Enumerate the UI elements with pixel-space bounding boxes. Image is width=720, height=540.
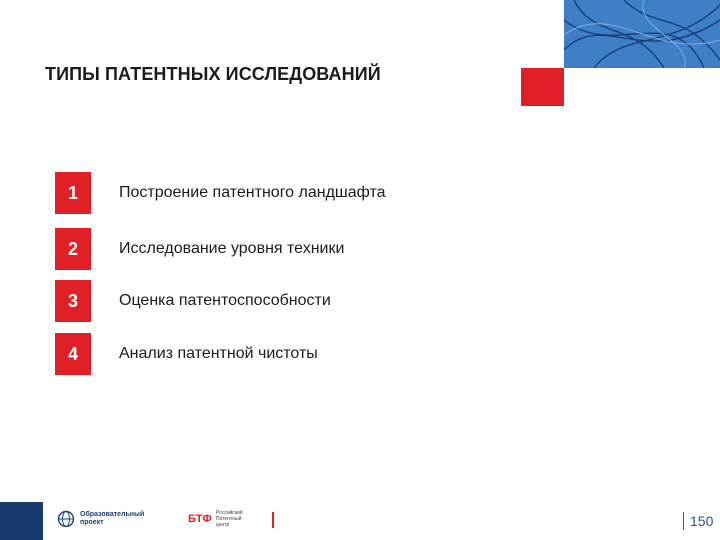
abstract-lines-icon (564, 0, 720, 68)
list-item (55, 333, 655, 375)
footer-divider-blue (683, 512, 684, 530)
item-label: Исследование уровня техники (119, 240, 345, 257)
footer-blue-block (0, 502, 43, 540)
logo1-line1: Образовательный (80, 511, 145, 518)
list-item (55, 228, 655, 270)
item-number-badge: 4 (55, 333, 91, 375)
page-number: 150 (690, 513, 714, 529)
item-number-badge: 3 (55, 280, 91, 322)
item-number-badge: 1 (55, 172, 91, 214)
globe-emblem-icon (57, 510, 75, 528)
education-project-logo (57, 506, 156, 532)
logo1-line2: проект (80, 519, 104, 526)
decorative-red-square (521, 68, 564, 106)
list-item (55, 280, 655, 322)
item-label: Оценка патентоспособности (119, 292, 331, 309)
decorative-blue-pattern (564, 0, 720, 68)
logo2-line1: Российский (215, 510, 243, 516)
logo1-text (80, 511, 156, 527)
list-item (55, 172, 655, 214)
item-number-badge: 2 (55, 228, 91, 270)
item-label: Анализ патентной чистоты (119, 345, 318, 362)
footer-divider-red (272, 512, 274, 528)
slide-title: ТИПЫ ПАТЕНТНЫХ ИССЛЕДОВАНИЙ (45, 64, 381, 84)
logo2-line3: центр (215, 522, 230, 528)
logo2-line2: Патентный (215, 516, 242, 522)
item-label: Построение патентного ландшафта (119, 184, 386, 201)
patent-center-logo (188, 505, 264, 533)
logo2-text (216, 510, 264, 528)
logo2-mark: БТФ (188, 513, 212, 525)
